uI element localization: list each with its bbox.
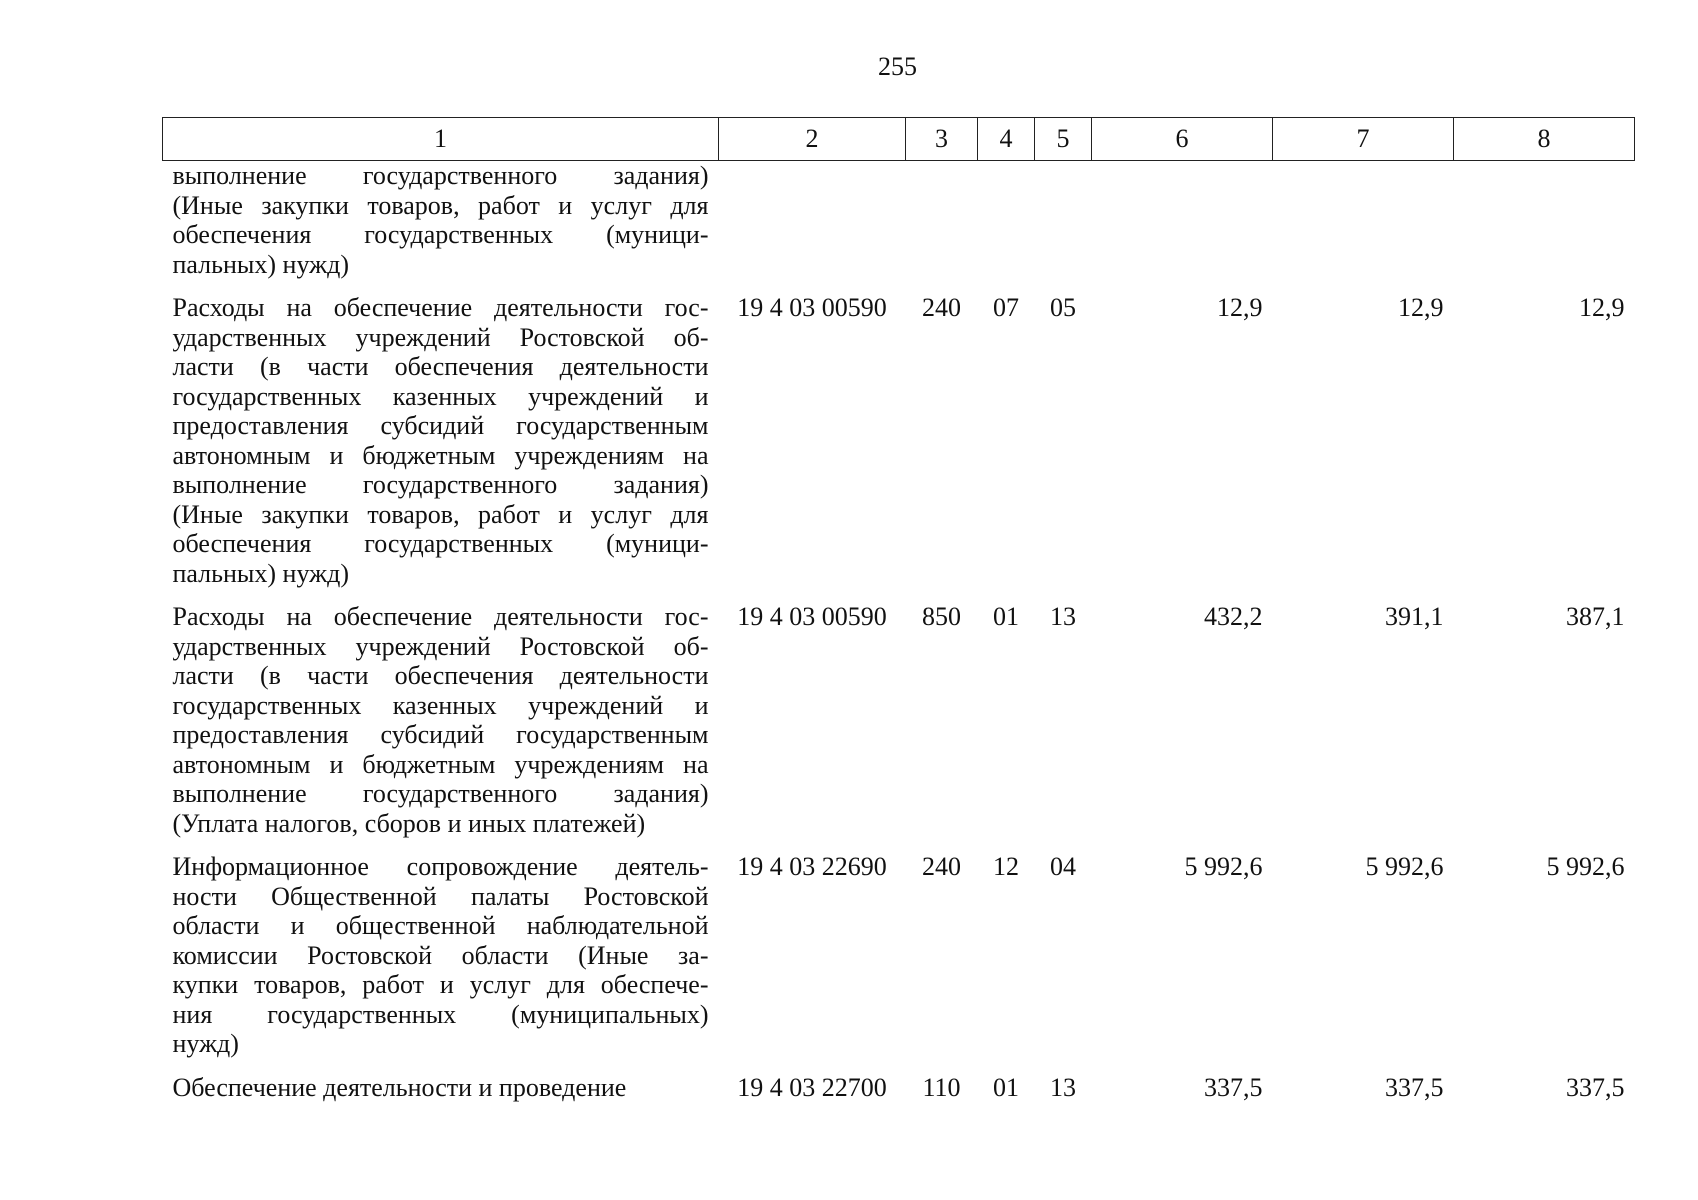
header-col-2: 2 <box>719 118 906 161</box>
table-row <box>163 293 1635 602</box>
cell-description <box>163 1073 719 1117</box>
description-line: обеспечения государственных (муници- <box>172 220 709 249</box>
description-line: выполнение государственного задания) <box>172 470 709 499</box>
description-line: пальных) нужд) <box>172 558 349 588</box>
cell-subsection: 04 <box>1050 852 1076 881</box>
description-line: Обеспечение деятельности и проведение <box>172 1072 627 1102</box>
cell-target-code: 19 4 03 22700 <box>737 1072 887 1102</box>
cell-amount-year-1 <box>1092 161 1273 294</box>
cell-amount-year-2: 391,1 <box>1385 602 1444 631</box>
description-line: (Иные закупки товаров, работ и услуг для <box>172 499 709 529</box>
cell-expense-type: 110 <box>922 1072 961 1102</box>
cell-subsection: 13 <box>1050 1072 1076 1102</box>
cell-amount-year-1: 337,5 <box>1204 1072 1263 1102</box>
description-line: пальных) нужд) <box>172 249 349 279</box>
description-line: выполнение государственного задания) <box>172 161 709 190</box>
cell-section: 01 <box>993 1072 1019 1102</box>
cell-target-code: 19 4 03 00590 <box>737 293 887 322</box>
cell-expense-type: 240 <box>922 852 961 881</box>
description-line: предоставления субсидий государственным <box>172 720 709 749</box>
cell-amount-year-2 <box>1273 161 1454 294</box>
page-number: 255 <box>878 52 917 81</box>
description-line: государственных казенных учреждений и <box>172 690 709 720</box>
table-row <box>163 1073 1635 1117</box>
cell-section: 01 <box>993 602 1019 631</box>
cell-amount-year-2: 337,5 <box>1385 1072 1444 1102</box>
header-col-6: 6 <box>1092 118 1273 161</box>
cell-section <box>978 161 1035 294</box>
description-line: (Иные закупки товаров, работ и услуг для <box>172 190 709 220</box>
table-row <box>163 161 1635 294</box>
description-line: предоставления субсидий государственным <box>172 411 709 440</box>
cell-expense-type: 850 <box>922 602 961 631</box>
cell-amount-year-3: 12,9 <box>1579 293 1625 322</box>
table-row <box>163 852 1635 1073</box>
cell-expense-type <box>906 161 978 294</box>
header-col-3: 3 <box>906 118 978 161</box>
cell-subsection <box>1035 161 1092 294</box>
description-line: государственных казенных учреждений и <box>172 381 709 411</box>
description-line: Расходы на обеспечение деятельности гос- <box>172 293 709 322</box>
cell-subsection: 13 <box>1050 602 1076 631</box>
description-line: купки товаров, работ и услуг для обеспече- <box>172 970 709 999</box>
description-line: Информационное сопровождение деятель- <box>172 852 709 881</box>
header-col-8: 8 <box>1454 118 1635 161</box>
description-line: ласти (в части обеспечения деятельности <box>172 352 709 381</box>
table-header <box>163 118 1635 161</box>
description-line: обеспечения государственных (муници- <box>172 529 709 558</box>
description-line: ударственных учреждений Ростовской об- <box>172 631 709 661</box>
header-col-4: 4 <box>978 118 1035 161</box>
description-line: выполнение государственного задания) <box>172 779 709 808</box>
cell-expense-type: 240 <box>922 293 961 322</box>
header-col-5: 5 <box>1035 118 1092 161</box>
description-line: автономным и бюджетным учреждениям на <box>172 749 709 779</box>
cell-amount-year-1: 5 992,6 <box>1184 852 1263 881</box>
cell-description <box>163 852 719 1073</box>
cell-amount-year-2: 12,9 <box>1398 293 1444 322</box>
cell-amount-year-3: 387,1 <box>1566 602 1625 631</box>
cell-section: 12 <box>993 852 1019 881</box>
description-line: ности Общественной палаты Ростовской <box>172 881 709 911</box>
description-line: ния государственных (муниципальных) <box>172 999 709 1029</box>
description-line: ласти (в части обеспечения деятельности <box>172 661 709 690</box>
header-col-1: 1 <box>163 118 719 161</box>
cell-target-code: 19 4 03 00590 <box>737 602 887 631</box>
cell-amount-year-1: 432,2 <box>1204 602 1263 631</box>
header-row <box>163 118 1635 161</box>
description-line: автономным и бюджетным учреждениям на <box>172 440 709 470</box>
description-line: нужд) <box>172 1029 239 1058</box>
cell-amount-year-1: 12,9 <box>1217 293 1263 322</box>
description-line: Расходы на обеспечение деятельности гос- <box>172 602 709 631</box>
description-line: ударственных учреждений Ростовской об- <box>172 322 709 352</box>
description-line: (Уплата налогов, сборов и иных платежей) <box>172 808 646 838</box>
cell-section: 07 <box>993 293 1019 322</box>
cell-target-code: 19 4 03 22690 <box>737 852 887 881</box>
description-line: комиссии Ростовской области (Иные за- <box>172 940 709 970</box>
budget-table <box>162 117 1635 1116</box>
description-line: области и общественной наблюдательной <box>172 911 709 940</box>
cell-target-code <box>719 161 906 294</box>
table-row <box>163 602 1635 852</box>
cell-amount-year-3 <box>1454 161 1635 294</box>
cell-amount-year-3: 337,5 <box>1566 1072 1625 1102</box>
cell-description <box>163 161 719 294</box>
cell-description <box>163 602 719 852</box>
table-body <box>163 161 1635 1117</box>
header-col-7: 7 <box>1273 118 1454 161</box>
cell-description <box>163 293 719 602</box>
cell-amount-year-2: 5 992,6 <box>1365 852 1444 881</box>
cell-amount-year-3: 5 992,6 <box>1546 852 1625 881</box>
cell-subsection: 05 <box>1050 293 1076 322</box>
